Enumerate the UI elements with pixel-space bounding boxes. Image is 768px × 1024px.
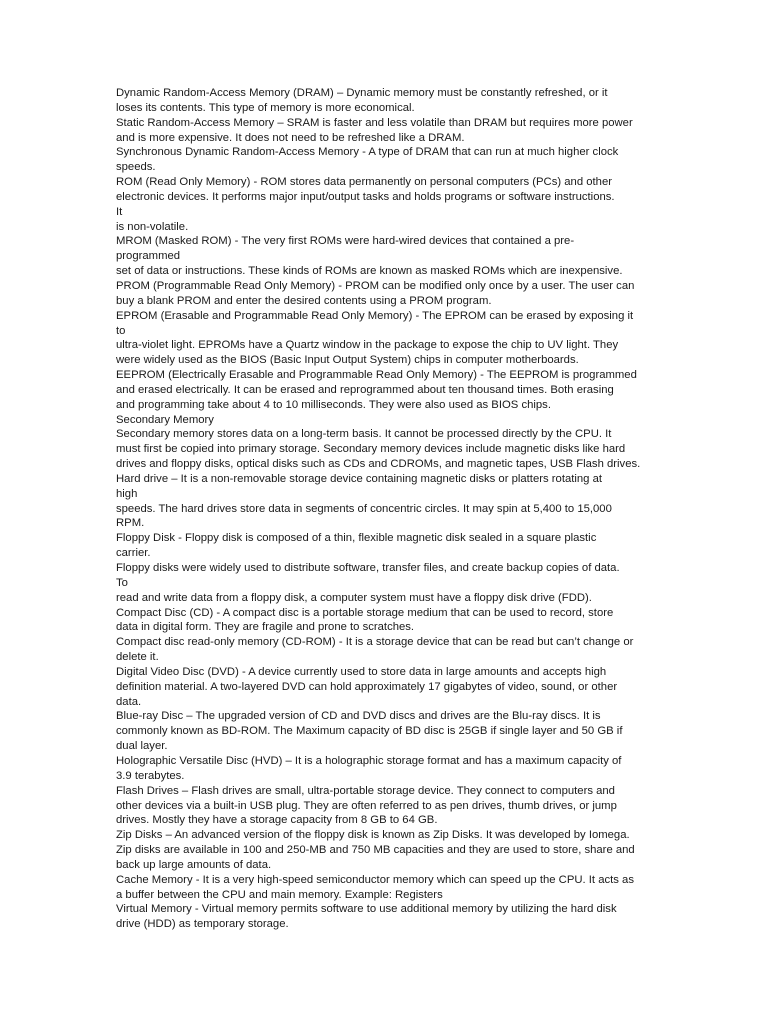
text-line: Secondary Memory <box>116 413 214 426</box>
text-line: programmed <box>116 250 181 263</box>
text-line: and erased electrically. It can be erased and reprogrammed about ten thousand times. Both erasing <box>116 383 614 396</box>
text-line: and is more expensive. It does not need to be refreshed like a DRAM. <box>116 131 465 144</box>
text-line: buy a blank PROM and enter the desired contents using a PROM program. <box>116 294 492 307</box>
text-line: PROM (Programmable Read Only Memory) - PROM can be modified only once by a user. The user can <box>116 279 635 292</box>
text-line: Floppy disks were widely used to distribute software, transfer files, and create backup copies of data. <box>116 562 620 574</box>
text-line: read and write data from a floppy disk, a computer system must have a floppy disk drive (FDD). <box>116 591 592 604</box>
text-line: must first be copied into primary storage. Secondary memory devices include magnetic disks like hard <box>116 443 626 456</box>
text-line: Virtual Memory - Virtual memory permits software to use additional memory by utilizing the hard disk <box>116 903 617 916</box>
text-line: definition material. A two-layered DVD can hold approximately 17 gigabytes of video, sound, or other <box>116 680 618 693</box>
text-line: Dynamic Random-Access Memory (DRAM) – Dynamic memory must be constantly refreshed, or it <box>116 87 608 99</box>
document-body <box>116 86 656 932</box>
text-line: Floppy Disk - Floppy disk is composed of a thin, flexible magnetic disk sealed in a square plastic <box>116 532 597 545</box>
text-line: Cache Memory - It is a very high-speed semiconductor memory which can speed up the CPU. It acts as <box>116 873 634 886</box>
text-line: Blue-ray Disc – The upgraded version of CD and DVD discs and drives are the Blu-ray discs. It is <box>116 710 601 723</box>
text-line: MROM (Masked ROM) - The very first ROMs were hard-wired devices that contained a pre- <box>116 235 575 248</box>
text-line: electronic devices. It performs major input/output tasks and holds programs or software instructions. <box>116 190 615 203</box>
text-line: Compact disc read-only memory (CD-ROM) - It is a storage device that can be read but can’t change or <box>116 636 634 649</box>
text-line: speeds. <box>116 161 156 174</box>
text-line: were widely used as the BIOS (Basic Input Output System) chips in computer motherboards. <box>116 354 579 367</box>
text-line: To <box>116 576 128 589</box>
text-line: Static Random-Access Memory – SRAM is faster and less volatile than DRAM but requires more power <box>116 116 633 129</box>
text-line: commonly known as BD-ROM. The Maximum capacity of BD disc is 25GB if single layer and 50 GB if <box>116 725 623 738</box>
text-line: data in digital form. They are fragile and prone to scratches. <box>116 621 415 634</box>
text-line: Zip disks are available in 100 and 250-MB and 750 MB capacities and they are used to store, share and <box>116 844 635 857</box>
text-line: drive (HDD) as temporary storage. <box>116 918 289 931</box>
text-line: high <box>116 487 138 500</box>
text-line: Zip Disks – An advanced version of the floppy disk is known as Zip Disks. It was developed by Iomega. <box>116 829 630 842</box>
text-line: delete it. <box>116 651 159 664</box>
text-line: to <box>116 324 126 337</box>
text-line: It <box>116 205 123 218</box>
text-line: Secondary memory stores data on a long-term basis. It cannot be processed directly by the CPU. It <box>116 428 612 441</box>
text-line: speeds. The hard drives store data in segments of concentric circles. It may spin at 5,400 to 15,000 <box>116 502 612 515</box>
text-line: set of data or instructions. These kinds of ROMs are known as masked ROMs which are inexpensive. <box>116 265 623 278</box>
text-line: is non-volatile. <box>116 220 189 233</box>
text-line: dual layer. <box>116 740 168 753</box>
text-line: loses its contents. This type of memory is more economical. <box>116 101 415 114</box>
text-line: carrier. <box>116 547 151 560</box>
text-line: 3.9 terabytes. <box>116 769 185 782</box>
text-line: and programming take about 4 to 10 milliseconds. They were also used as BIOS chips. <box>116 398 551 411</box>
text-line: Compact Disc (CD) - A compact disc is a portable storage medium that can be used to record, store <box>116 606 614 619</box>
text-line: Flash Drives – Flash drives are small, ultra-portable storage device. They connect to computers and <box>116 784 615 797</box>
text-line: ROM (Read Only Memory) - ROM stores data permanently on personal computers (PCs) and other <box>116 176 612 189</box>
text-line: ultra-violet light. EPROMs have a Quartz window in the package to expose the chip to UV light. They <box>116 339 619 352</box>
text-line: Holographic Versatile Disc (HVD) – It is a holographic storage format and has a maximum capacity of <box>116 754 622 767</box>
text-line: a buffer between the CPU and main memory. Example: Registers <box>116 888 443 901</box>
text-line: drives and floppy disks, optical disks such as CDs and CDROMs, and magnetic tapes, USB Flash drives. <box>116 458 641 471</box>
text-line: Synchronous Dynamic Random-Access Memory - A type of DRAM that can run at much higher clock <box>116 146 619 159</box>
text-line: EEPROM (Electrically Erasable and Programmable Read Only Memory) - The EEPROM is programmed <box>116 369 637 382</box>
text-line: Digital Video Disc (DVD) - A device currently used to store data in large amounts and accepts high <box>116 665 607 678</box>
text-line: EPROM (Erasable and Programmable Read Only Memory) - The EPROM can be erased by exposing it <box>116 309 634 322</box>
text-line: back up large amounts of data. <box>116 858 272 871</box>
text-line: other devices via a built-in USB plug. They are often referred to as pen drives, thumb drives, or jump <box>116 799 617 812</box>
text-line: drives. Mostly they have a storage capacity from 8 GB to 64 GB. <box>116 814 438 827</box>
text-line: RPM. <box>116 517 145 530</box>
text-line: Hard drive – It is a non-removable storage device containing magnetic disks or platters rotating at <box>116 472 603 485</box>
text-line: data. <box>116 695 142 708</box>
